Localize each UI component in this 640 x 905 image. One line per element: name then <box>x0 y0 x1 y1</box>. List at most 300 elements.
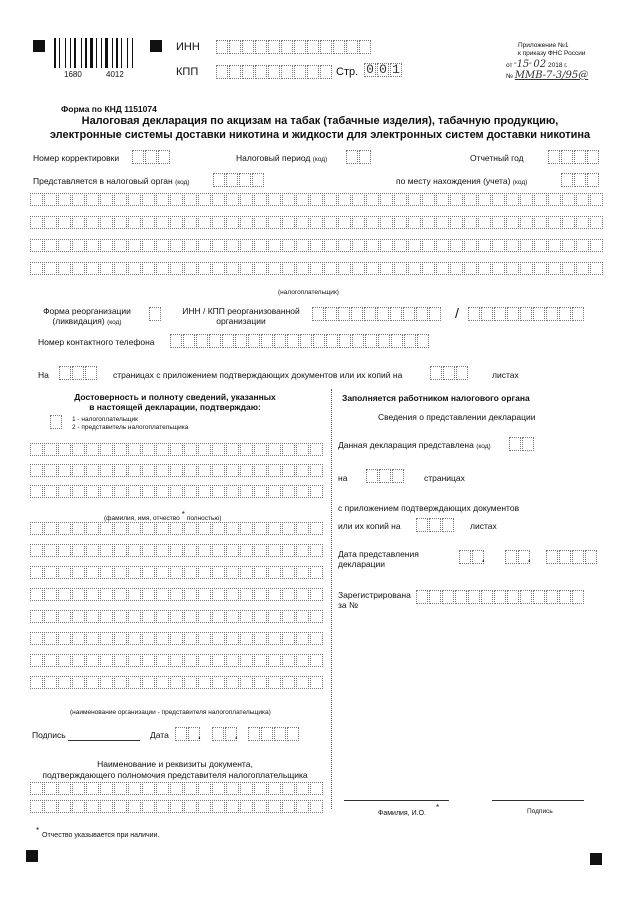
input-cell[interactable] <box>184 676 197 689</box>
input-cell[interactable] <box>72 216 85 229</box>
input-cell[interactable] <box>170 800 183 813</box>
input-cell[interactable] <box>212 566 225 579</box>
input-cell[interactable] <box>198 800 211 813</box>
input-cell[interactable] <box>261 334 273 348</box>
input-cell[interactable] <box>85 366 97 380</box>
report-year-cells[interactable] <box>548 150 600 164</box>
input-cell[interactable] <box>574 150 586 164</box>
input-cell[interactable] <box>142 544 155 557</box>
input-cell[interactable] <box>142 566 155 579</box>
input-cell[interactable] <box>209 334 221 348</box>
input-cell[interactable] <box>282 216 295 229</box>
input-cell[interactable] <box>408 262 421 275</box>
input-cell[interactable] <box>212 676 225 689</box>
input-cell[interactable] <box>100 522 113 535</box>
input-cell[interactable] <box>587 173 599 187</box>
input-cell[interactable] <box>240 588 253 601</box>
input-cell[interactable] <box>310 443 323 456</box>
input-cell[interactable] <box>58 544 71 557</box>
input-cell[interactable] <box>30 443 43 456</box>
input-cell[interactable] <box>100 193 113 206</box>
input-cell[interactable] <box>72 654 85 667</box>
input-cell[interactable] <box>240 632 253 645</box>
input-cell[interactable] <box>142 632 155 645</box>
input-cell[interactable] <box>268 262 281 275</box>
input-cell[interactable] <box>44 464 57 477</box>
input-cell[interactable] <box>86 610 99 623</box>
input-cell[interactable] <box>100 610 113 623</box>
input-cell[interactable] <box>198 239 211 252</box>
input-cell[interactable] <box>548 239 561 252</box>
input-cell[interactable] <box>128 800 141 813</box>
input-cell[interactable] <box>156 610 169 623</box>
input-cell[interactable] <box>533 590 545 604</box>
input-cell[interactable] <box>377 307 389 321</box>
input-cell[interactable] <box>546 590 558 604</box>
input-cell[interactable] <box>548 193 561 206</box>
input-cell[interactable] <box>296 676 309 689</box>
input-cell[interactable] <box>562 216 575 229</box>
input-cell[interactable] <box>365 334 377 348</box>
input-cell[interactable] <box>170 588 183 601</box>
input-cell[interactable] <box>282 676 295 689</box>
input-cell[interactable] <box>198 485 211 498</box>
input-cell[interactable] <box>391 334 403 348</box>
date-cell[interactable] <box>225 727 237 741</box>
input-cell[interactable] <box>282 800 295 813</box>
input-cell[interactable] <box>226 522 239 535</box>
input-cell[interactable] <box>310 654 323 667</box>
date-cell[interactable] <box>212 727 224 741</box>
input-cell[interactable] <box>226 173 238 187</box>
input-cell[interactable] <box>44 654 57 667</box>
input-cell[interactable] <box>198 262 211 275</box>
input-cell[interactable] <box>156 262 169 275</box>
input-cell[interactable] <box>86 239 99 252</box>
input-cell[interactable] <box>72 782 85 795</box>
input-cell[interactable] <box>296 464 309 477</box>
input-cell[interactable] <box>44 632 57 645</box>
input-cell[interactable] <box>282 443 295 456</box>
input-cell[interactable] <box>296 485 309 498</box>
input-cell[interactable] <box>72 193 85 206</box>
input-cell[interactable] <box>520 262 533 275</box>
input-cell[interactable] <box>294 65 306 79</box>
input-cell[interactable] <box>268 782 281 795</box>
input-cell[interactable] <box>142 610 155 623</box>
input-cell[interactable] <box>296 443 309 456</box>
input-cell[interactable] <box>30 654 43 667</box>
input-cell[interactable] <box>198 610 211 623</box>
input-cell[interactable] <box>255 40 267 54</box>
input-cell[interactable] <box>324 216 337 229</box>
input-cell[interactable] <box>72 676 85 689</box>
input-cell[interactable] <box>576 216 589 229</box>
input-cell[interactable] <box>44 782 57 795</box>
input-cell[interactable] <box>30 239 43 252</box>
input-cell[interactable] <box>548 262 561 275</box>
input-cell[interactable] <box>416 307 428 321</box>
input-cell[interactable] <box>86 522 99 535</box>
input-cell[interactable] <box>296 522 309 535</box>
input-cell[interactable] <box>142 654 155 667</box>
input-cell[interactable] <box>392 469 404 483</box>
input-cell[interactable] <box>30 216 43 229</box>
input-cell[interactable] <box>226 676 239 689</box>
input-cell[interactable] <box>320 65 332 79</box>
input-cell[interactable] <box>313 334 325 348</box>
input-cell[interactable] <box>333 40 345 54</box>
input-cell[interactable] <box>170 262 183 275</box>
input-cell[interactable] <box>252 173 264 187</box>
input-cell[interactable] <box>156 464 169 477</box>
input-cell[interactable] <box>255 65 267 79</box>
input-cell[interactable] <box>468 307 480 321</box>
input-cell[interactable] <box>450 216 463 229</box>
input-cell[interactable] <box>156 443 169 456</box>
input-cell[interactable] <box>72 366 84 380</box>
input-cell[interactable] <box>222 334 234 348</box>
grid-row[interactable] <box>30 464 324 477</box>
input-cell[interactable] <box>254 632 267 645</box>
input-cell[interactable] <box>240 544 253 557</box>
input-cell[interactable] <box>494 590 506 604</box>
presented-cells[interactable] <box>509 437 535 451</box>
input-cell[interactable] <box>506 239 519 252</box>
input-cell[interactable] <box>235 334 247 348</box>
input-cell[interactable] <box>274 334 286 348</box>
input-cell[interactable] <box>240 800 253 813</box>
input-cell[interactable] <box>240 522 253 535</box>
input-cell[interactable] <box>100 676 113 689</box>
input-cell[interactable] <box>128 566 141 579</box>
input-cell[interactable] <box>184 566 197 579</box>
input-cell[interactable] <box>310 588 323 601</box>
input-cell[interactable] <box>274 727 286 741</box>
phone-cells[interactable] <box>170 334 430 348</box>
input-cell[interactable] <box>196 334 208 348</box>
input-cell[interactable] <box>464 216 477 229</box>
input-cell[interactable] <box>44 610 57 623</box>
input-cell[interactable] <box>310 239 323 252</box>
input-cell[interactable] <box>310 610 323 623</box>
input-cell[interactable] <box>128 782 141 795</box>
grid-row[interactable] <box>30 588 324 601</box>
input-cell[interactable] <box>226 588 239 601</box>
input-cell[interactable] <box>128 485 141 498</box>
input-cell[interactable] <box>590 216 603 229</box>
input-cell[interactable] <box>128 464 141 477</box>
input-cell[interactable] <box>282 654 295 667</box>
input-cell[interactable] <box>310 632 323 645</box>
input-cell[interactable] <box>359 150 371 164</box>
input-cell[interactable] <box>170 632 183 645</box>
input-cell[interactable] <box>282 485 295 498</box>
input-cell[interactable] <box>72 239 85 252</box>
registration-number-cells[interactable] <box>416 590 585 604</box>
input-cell[interactable] <box>128 522 141 535</box>
input-cell[interactable] <box>184 800 197 813</box>
grid-row[interactable] <box>30 544 324 557</box>
input-cell[interactable] <box>366 262 379 275</box>
presentation-date-month[interactable] <box>505 550 531 564</box>
input-cell[interactable] <box>562 239 575 252</box>
presentation-date-year[interactable] <box>546 550 598 564</box>
input-cell[interactable] <box>226 443 239 456</box>
input-cell[interactable] <box>100 782 113 795</box>
input-cell[interactable] <box>170 239 183 252</box>
grid-row[interactable] <box>30 654 324 667</box>
input-cell[interactable] <box>296 588 309 601</box>
input-cell[interactable] <box>240 676 253 689</box>
input-cell[interactable] <box>114 485 127 498</box>
input-cell[interactable] <box>226 544 239 557</box>
grid-row[interactable] <box>30 782 324 795</box>
input-cell[interactable] <box>300 334 312 348</box>
input-cell[interactable] <box>30 566 43 579</box>
input-cell[interactable] <box>561 173 573 187</box>
input-cell[interactable] <box>226 632 239 645</box>
input-cell[interactable] <box>212 544 225 557</box>
input-cell[interactable] <box>559 550 571 564</box>
input-cell[interactable] <box>72 485 85 498</box>
input-cell[interactable] <box>44 522 57 535</box>
input-cell[interactable] <box>142 800 155 813</box>
input-cell[interactable] <box>254 443 267 456</box>
input-cell[interactable] <box>212 522 225 535</box>
input-cell[interactable] <box>30 193 43 206</box>
input-cell[interactable] <box>576 193 589 206</box>
input-cell[interactable] <box>142 485 155 498</box>
input-cell[interactable] <box>226 782 239 795</box>
input-cell[interactable] <box>572 590 584 604</box>
input-cell[interactable] <box>478 239 491 252</box>
input-cell[interactable] <box>100 566 113 579</box>
input-cell[interactable] <box>248 727 260 741</box>
input-cell[interactable] <box>212 464 225 477</box>
input-cell[interactable] <box>114 632 127 645</box>
input-cell[interactable] <box>212 262 225 275</box>
input-cell[interactable] <box>576 239 589 252</box>
location-cells[interactable] <box>561 173 600 187</box>
input-cell[interactable] <box>44 216 57 229</box>
input-cell[interactable] <box>478 262 491 275</box>
input-cell[interactable] <box>212 193 225 206</box>
input-cell[interactable] <box>310 216 323 229</box>
input-cell[interactable] <box>429 518 441 532</box>
input-cell[interactable] <box>310 262 323 275</box>
input-cell[interactable] <box>128 239 141 252</box>
input-cell[interactable] <box>114 676 127 689</box>
grid-row[interactable] <box>30 262 604 275</box>
input-cell[interactable] <box>352 334 364 348</box>
input-cell[interactable] <box>226 193 239 206</box>
input-cell[interactable] <box>212 632 225 645</box>
input-cell[interactable] <box>282 632 295 645</box>
input-cell[interactable] <box>281 65 293 79</box>
input-cell[interactable] <box>114 610 127 623</box>
input-cell[interactable] <box>216 40 228 54</box>
input-cell[interactable] <box>72 262 85 275</box>
input-cell[interactable] <box>520 307 532 321</box>
input-cell[interactable] <box>254 610 267 623</box>
input-cell[interactable] <box>72 610 85 623</box>
date-cell[interactable] <box>472 550 484 564</box>
input-cell[interactable] <box>296 262 309 275</box>
input-cell[interactable] <box>338 193 351 206</box>
input-cell[interactable] <box>216 65 228 79</box>
input-cell[interactable] <box>310 800 323 813</box>
input-cell[interactable] <box>44 262 57 275</box>
input-cell[interactable] <box>562 193 575 206</box>
input-cell[interactable] <box>72 464 85 477</box>
input-cell[interactable] <box>422 193 435 206</box>
tax-authority-cells[interactable] <box>213 173 265 187</box>
input-cell[interactable] <box>522 437 534 451</box>
input-cell[interactable] <box>72 566 85 579</box>
input-cell[interactable] <box>261 727 273 741</box>
input-cell[interactable] <box>44 588 57 601</box>
input-cell[interactable] <box>198 676 211 689</box>
input-cell[interactable] <box>506 193 519 206</box>
input-cell[interactable] <box>114 262 127 275</box>
input-cell[interactable] <box>44 676 57 689</box>
pages-cells-right[interactable] <box>366 469 405 483</box>
input-cell[interactable] <box>142 262 155 275</box>
input-cell[interactable] <box>268 654 281 667</box>
signer-type-cell[interactable] <box>50 415 63 429</box>
input-cell[interactable] <box>248 334 260 348</box>
input-cell[interactable] <box>296 632 309 645</box>
input-cell[interactable] <box>468 590 480 604</box>
input-cell[interactable] <box>184 216 197 229</box>
input-cell[interactable] <box>86 566 99 579</box>
input-cell[interactable] <box>44 800 57 813</box>
input-cell[interactable] <box>254 654 267 667</box>
input-cell[interactable] <box>212 443 225 456</box>
input-cell[interactable] <box>576 262 589 275</box>
input-cell[interactable] <box>212 800 225 813</box>
input-cell[interactable] <box>170 334 182 348</box>
input-cell[interactable] <box>310 566 323 579</box>
input-cell[interactable] <box>242 40 254 54</box>
input-cell[interactable] <box>268 239 281 252</box>
input-cell[interactable] <box>352 262 365 275</box>
input-cell[interactable] <box>492 216 505 229</box>
input-cell[interactable] <box>183 334 195 348</box>
input-cell[interactable] <box>226 610 239 623</box>
input-cell[interactable] <box>132 150 144 164</box>
signature-date-year[interactable] <box>248 727 300 741</box>
input-cell[interactable] <box>268 566 281 579</box>
input-cell[interactable] <box>184 464 197 477</box>
input-cell[interactable] <box>198 443 211 456</box>
grid-row[interactable] <box>30 193 604 206</box>
input-cell[interactable] <box>184 588 197 601</box>
input-cell[interactable] <box>282 522 295 535</box>
input-cell[interactable] <box>114 800 127 813</box>
input-cell[interactable] <box>100 588 113 601</box>
input-cell[interactable] <box>268 544 281 557</box>
input-cell[interactable] <box>156 676 169 689</box>
input-cell[interactable] <box>86 216 99 229</box>
input-cell[interactable] <box>403 307 415 321</box>
grid-row[interactable] <box>30 610 324 623</box>
grid-row[interactable] <box>30 632 324 645</box>
input-cell[interactable] <box>184 610 197 623</box>
input-cell[interactable] <box>268 588 281 601</box>
input-cell[interactable] <box>170 782 183 795</box>
input-cell[interactable] <box>114 239 127 252</box>
input-cell[interactable] <box>324 262 337 275</box>
input-cell[interactable] <box>492 262 505 275</box>
input-cell[interactable] <box>352 239 365 252</box>
input-cell[interactable] <box>481 590 493 604</box>
input-cell[interactable] <box>128 443 141 456</box>
input-cell[interactable] <box>366 216 379 229</box>
input-cell[interactable] <box>296 566 309 579</box>
input-cell[interactable] <box>324 193 337 206</box>
input-cell[interactable] <box>296 610 309 623</box>
input-cell[interactable] <box>86 800 99 813</box>
input-cell[interactable] <box>86 464 99 477</box>
input-cell[interactable] <box>520 193 533 206</box>
input-cell[interactable] <box>184 485 197 498</box>
input-cell[interactable] <box>338 307 350 321</box>
input-cell[interactable] <box>240 464 253 477</box>
input-cell[interactable] <box>282 193 295 206</box>
input-cell[interactable] <box>416 518 428 532</box>
input-cell[interactable] <box>546 307 558 321</box>
input-cell[interactable] <box>142 464 155 477</box>
date-cell[interactable] <box>175 727 187 741</box>
input-cell[interactable] <box>58 676 71 689</box>
input-cell[interactable] <box>307 65 319 79</box>
input-cell[interactable] <box>408 216 421 229</box>
input-cell[interactable] <box>184 522 197 535</box>
input-cell[interactable] <box>128 262 141 275</box>
input-cell[interactable] <box>58 566 71 579</box>
input-cell[interactable] <box>212 485 225 498</box>
input-cell[interactable] <box>72 632 85 645</box>
input-cell[interactable] <box>590 262 603 275</box>
input-cell[interactable] <box>86 193 99 206</box>
input-cell[interactable] <box>184 193 197 206</box>
grid-row[interactable] <box>30 566 324 579</box>
signature-date-month[interactable] <box>212 727 238 741</box>
input-cell[interactable] <box>226 485 239 498</box>
input-cell[interactable] <box>226 239 239 252</box>
input-cell[interactable] <box>506 262 519 275</box>
grid-row[interactable] <box>30 239 604 252</box>
input-cell[interactable] <box>394 216 407 229</box>
input-cell[interactable] <box>481 307 493 321</box>
input-cell[interactable] <box>128 654 141 667</box>
input-cell[interactable] <box>520 239 533 252</box>
input-cell[interactable] <box>346 40 358 54</box>
input-cell[interactable] <box>436 216 449 229</box>
input-cell[interactable] <box>429 307 441 321</box>
input-cell[interactable] <box>30 522 43 535</box>
input-cell[interactable] <box>534 216 547 229</box>
input-cell[interactable] <box>338 216 351 229</box>
input-cell[interactable] <box>128 610 141 623</box>
input-cell[interactable] <box>156 544 169 557</box>
input-cell[interactable] <box>422 239 435 252</box>
input-cell[interactable] <box>456 366 468 380</box>
input-cell[interactable] <box>114 782 127 795</box>
input-cell[interactable] <box>366 239 379 252</box>
